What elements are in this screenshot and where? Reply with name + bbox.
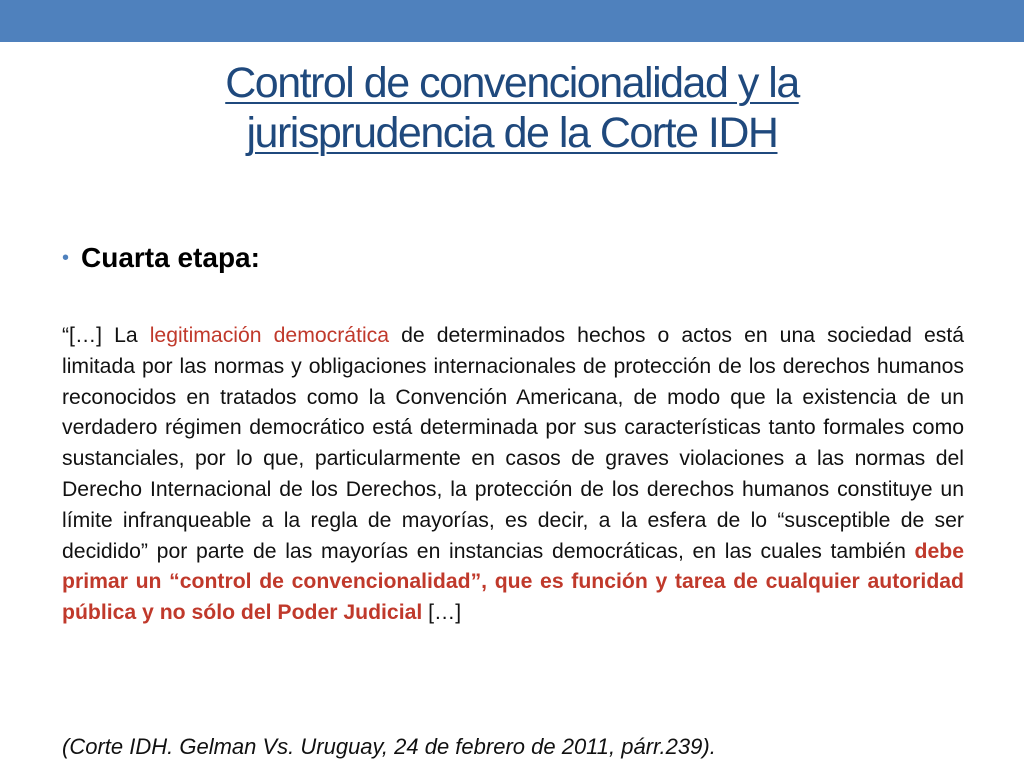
quote-segment: […] <box>422 601 462 625</box>
citation: (Corte IDH. Gelman Vs. Uruguay, 24 de febrero de 2011, párr.239). <box>62 734 716 759</box>
quote-highlight-red-bold: debe primar un “control de convencionalidad”, que es función y tarea de cualquier autoridad pública y no sólo del Poder Judicial <box>62 539 964 625</box>
bullet-heading: Cuarta etapa: <box>81 242 260 273</box>
quote-paragraph <box>62 321 964 629</box>
quote-segment: “[…] La <box>62 324 150 347</box>
quote-highlight-red: legitimación democrática <box>149 324 390 347</box>
slide-title: Control de convencionalidad y la jurisprudencia de la Corte IDH <box>225 59 799 157</box>
top-accent-bar <box>0 0 1024 42</box>
quote-segment: de determinados hechos o actos en una sociedad está limitada por las normas y obligaciones internacionales de protección de los derechos humanos reconocidos en tratados como la Convención Americana, de modo que la existencia de un verdadero régimen democrático está determinada por sus características tanto formales como sustanciales, por lo que, particularmente en casos de graves violaciones a las normas del Derecho Internacional de los Derechos, la protección de los derechos humanos constituye un límite infranqueable a la regla de mayorías, es decir, a la esfera de lo “susceptible de ser decidido” por parte de las mayorías en instancias democráticas, en las cuales también <box>62 324 965 563</box>
bullet-dot-icon: • <box>62 247 70 269</box>
bullet-item <box>62 238 260 278</box>
